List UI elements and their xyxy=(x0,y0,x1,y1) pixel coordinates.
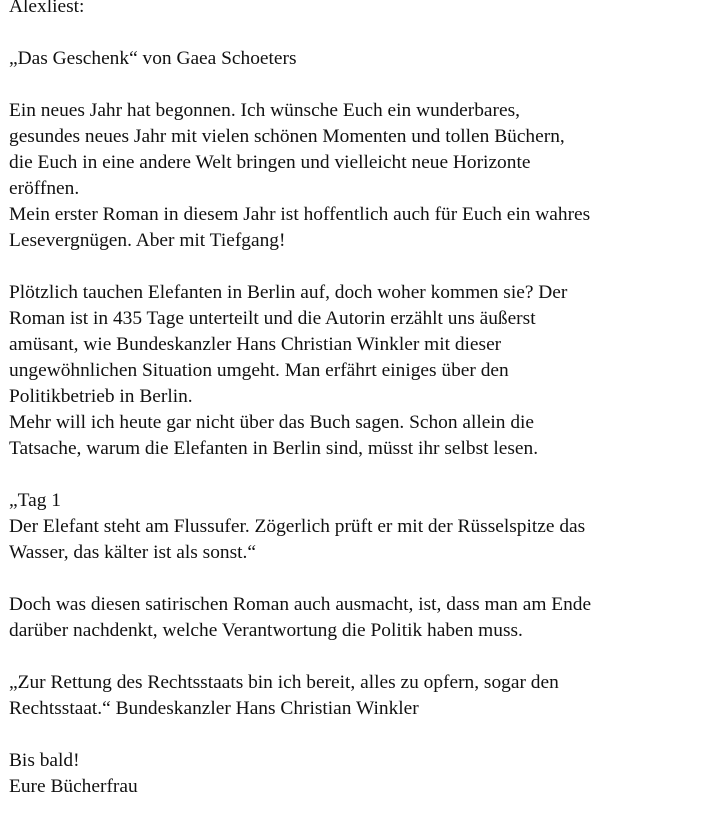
book-title: „Das Geschenk“ von Gaea Schoeters xyxy=(9,48,297,69)
paragraph-gap xyxy=(9,20,708,46)
text-line: Rechtsstaat.“ Bundeskanzler Hans Christian Winkler xyxy=(9,698,419,719)
text-line: Wasser, das kälter ist als sonst.“ xyxy=(9,542,256,563)
text-line: amüsant, wie Bundeskanzler Hans Christian Winkler mit dieser xyxy=(9,334,502,355)
paragraph-gap xyxy=(9,644,708,670)
summary-paragraph xyxy=(9,280,708,462)
paragraph-gap xyxy=(9,72,708,98)
text-line: Doch was diesen satirischen Roman auch ausmacht, ist, dass man am Ende xyxy=(9,594,592,615)
text-line: eröffnen. xyxy=(9,178,80,199)
text-line: Roman ist in 435 Tage unterteilt und die Autorin erzählt uns äußerst xyxy=(9,308,536,329)
text-line: Mein erster Roman in diesem Jahr ist hoffentlich auch für Euch ein wahres xyxy=(9,204,591,225)
reflection-paragraph xyxy=(9,592,708,644)
text-line: Ein neues Jahr hat begonnen. Ich wünsche Euch ein wunderbares, xyxy=(9,100,520,121)
intro-paragraph xyxy=(9,98,708,254)
text-line: „Zur Rettung des Rechtsstaats bin ich bereit, alles zu opfern, sogar den xyxy=(9,672,559,693)
text-line: Mehr will ich heute gar nicht über das Buch sagen. Schon allein die xyxy=(9,412,535,433)
text-line: Tatsache, warum die Elefanten in Berlin sind, müsst ihr selbst lesen. xyxy=(9,438,539,459)
text-line: ungewöhnlichen Situation umgeht. Man erfährt einiges über den xyxy=(9,360,509,381)
paragraph-gap xyxy=(9,254,708,280)
text-line: „Tag 1 xyxy=(9,490,61,511)
text-line: Der Elefant steht am Flussufer. Zögerlich prüft er mit der Rüsselspitze das xyxy=(9,516,586,537)
paragraph-gap xyxy=(9,722,708,748)
text-line: darüber nachdenkt, welche Verantwortung die Politik haben muss. xyxy=(9,620,523,641)
text-line: Lesevergnügen. Aber mit Tiefgang! xyxy=(9,230,286,251)
text-line: Politikbetrieb in Berlin. xyxy=(9,386,193,407)
paragraph-gap xyxy=(9,566,708,592)
quote-paragraph xyxy=(9,670,708,722)
closing-paragraph xyxy=(9,748,708,800)
text-line: die Euch in eine andere Welt bringen und vielleicht neue Horizonte xyxy=(9,152,531,173)
signature: Eure Bücherfrau xyxy=(9,776,138,797)
paragraph-gap xyxy=(9,462,708,488)
excerpt-paragraph xyxy=(9,488,708,566)
text-line: Bis bald! xyxy=(9,750,80,771)
author-label: Alexliest: xyxy=(9,0,85,17)
text-line: Plötzlich tauchen Elefanten in Berlin auf, doch woher kommen sie? Der xyxy=(9,282,568,303)
text-line: gesundes neues Jahr mit vielen schönen Momenten und tollen Büchern, xyxy=(9,126,565,147)
